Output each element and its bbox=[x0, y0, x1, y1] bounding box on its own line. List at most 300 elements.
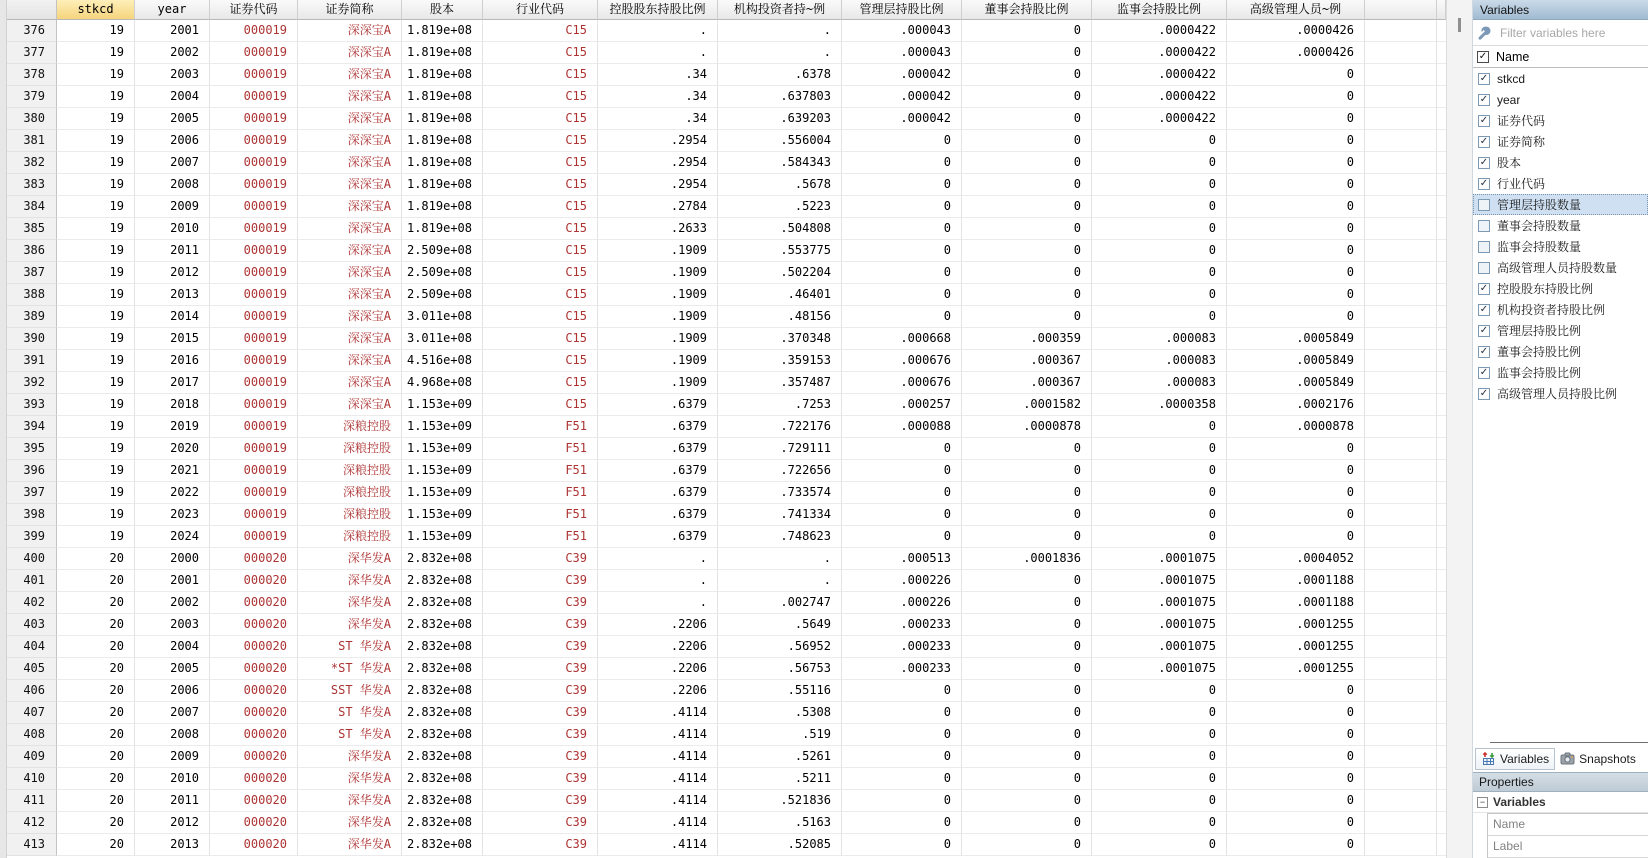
cell[interactable]: 0 bbox=[842, 218, 962, 240]
cell[interactable]: .0001836 bbox=[962, 548, 1092, 570]
cell[interactable]: 0 bbox=[842, 482, 962, 504]
cell[interactable]: 0 bbox=[962, 614, 1092, 636]
cell[interactable]: 0 bbox=[962, 812, 1092, 834]
row-number[interactable]: 384 bbox=[7, 196, 57, 218]
cell[interactable]: 0 bbox=[1227, 702, 1365, 724]
cell[interactable]: 000020 bbox=[210, 592, 298, 614]
cell[interactable]: 000019 bbox=[210, 504, 298, 526]
cell-empty[interactable] bbox=[1437, 482, 1446, 504]
cell[interactable]: 20 bbox=[57, 790, 135, 812]
cell[interactable]: 深深宝A bbox=[298, 130, 402, 152]
variable-item-10[interactable] bbox=[1473, 278, 1648, 299]
cell-empty[interactable] bbox=[1365, 416, 1437, 438]
cell-empty[interactable] bbox=[1437, 64, 1446, 86]
cell[interactable]: 深深宝A bbox=[298, 350, 402, 372]
cell[interactable]: 2012 bbox=[135, 262, 210, 284]
variable-checkbox[interactable]: ✓ bbox=[1479, 303, 1489, 315]
cell[interactable]: 0 bbox=[962, 306, 1092, 328]
filter-variables-input[interactable] bbox=[1498, 25, 1636, 41]
cell[interactable]: 0 bbox=[1227, 526, 1365, 548]
row-number[interactable]: 387 bbox=[7, 262, 57, 284]
cell[interactable]: 19 bbox=[57, 86, 135, 108]
cell[interactable]: 深华发A bbox=[298, 834, 402, 856]
cell[interactable]: C15 bbox=[483, 394, 598, 416]
cell[interactable]: .5649 bbox=[718, 614, 842, 636]
row-number[interactable]: 395 bbox=[7, 438, 57, 460]
cell[interactable]: 0 bbox=[962, 768, 1092, 790]
row-number[interactable]: 390 bbox=[7, 328, 57, 350]
column-header-8[interactable]: 管理层持股比例 bbox=[842, 0, 962, 20]
cell-empty[interactable] bbox=[1437, 636, 1446, 658]
cell-empty[interactable] bbox=[1365, 548, 1437, 570]
cell[interactable]: 0 bbox=[1092, 790, 1227, 812]
cell[interactable]: 0 bbox=[1227, 284, 1365, 306]
cell[interactable]: 深深宝A bbox=[298, 64, 402, 86]
cell-empty[interactable] bbox=[1437, 812, 1446, 834]
cell[interactable]: .6379 bbox=[598, 460, 718, 482]
cell[interactable]: 20 bbox=[57, 548, 135, 570]
cell[interactable]: 0 bbox=[1227, 834, 1365, 856]
cell-empty[interactable] bbox=[1365, 790, 1437, 812]
cell-empty[interactable] bbox=[1437, 350, 1446, 372]
cell[interactable]: 0 bbox=[842, 790, 962, 812]
row-number[interactable]: 398 bbox=[7, 504, 57, 526]
variable-checkbox[interactable]: ✓ bbox=[1479, 93, 1489, 105]
cell[interactable]: .000042 bbox=[842, 64, 962, 86]
cell[interactable]: 000019 bbox=[210, 130, 298, 152]
row-number[interactable]: 399 bbox=[7, 526, 57, 548]
cell[interactable]: 2.832e+08 bbox=[402, 548, 483, 570]
cell-empty[interactable] bbox=[1365, 328, 1437, 350]
variable-item-0[interactable] bbox=[1473, 68, 1648, 89]
cell[interactable]: . bbox=[718, 570, 842, 592]
variable-checkbox[interactable]: ✓ bbox=[1479, 387, 1489, 399]
cell[interactable]: *ST 华发A bbox=[298, 658, 402, 680]
cell[interactable]: 1.819e+08 bbox=[402, 174, 483, 196]
cell[interactable]: .722656 bbox=[718, 460, 842, 482]
cell-empty[interactable] bbox=[1365, 614, 1437, 636]
cell[interactable]: .0001075 bbox=[1092, 636, 1227, 658]
cell[interactable]: .722176 bbox=[718, 416, 842, 438]
cell[interactable]: 0 bbox=[1227, 746, 1365, 768]
cell-empty[interactable] bbox=[1365, 262, 1437, 284]
cell[interactable]: 1.819e+08 bbox=[402, 130, 483, 152]
cell[interactable]: 000019 bbox=[210, 108, 298, 130]
cell[interactable]: 2.832e+08 bbox=[402, 570, 483, 592]
cell[interactable]: 0 bbox=[1092, 460, 1227, 482]
cell[interactable]: C39 bbox=[483, 790, 598, 812]
cell[interactable]: 0 bbox=[842, 196, 962, 218]
cell[interactable]: 0 bbox=[1092, 746, 1227, 768]
cell[interactable]: .34 bbox=[598, 64, 718, 86]
cell-empty[interactable] bbox=[1365, 306, 1437, 328]
cell[interactable]: 0 bbox=[1227, 130, 1365, 152]
cell[interactable]: 0 bbox=[962, 284, 1092, 306]
cell[interactable]: 0 bbox=[1092, 240, 1227, 262]
cell-empty[interactable] bbox=[1437, 504, 1446, 526]
cell[interactable]: C15 bbox=[483, 240, 598, 262]
cell[interactable]: 2016 bbox=[135, 350, 210, 372]
cell[interactable]: 19 bbox=[57, 130, 135, 152]
cell[interactable]: 0 bbox=[842, 768, 962, 790]
cell[interactable]: 0 bbox=[962, 108, 1092, 130]
variable-checkbox[interactable]: ✓ bbox=[1479, 114, 1489, 126]
cell[interactable]: .0000422 bbox=[1092, 86, 1227, 108]
cell[interactable]: 0 bbox=[1092, 834, 1227, 856]
cell[interactable]: 19 bbox=[57, 438, 135, 460]
cell[interactable]: 深深宝A bbox=[298, 42, 402, 64]
row-number[interactable]: 401 bbox=[7, 570, 57, 592]
cell[interactable]: 0 bbox=[1227, 306, 1365, 328]
cell[interactable]: C15 bbox=[483, 328, 598, 350]
cell[interactable]: 000020 bbox=[210, 702, 298, 724]
cell[interactable]: 20 bbox=[57, 812, 135, 834]
cell-empty[interactable] bbox=[1365, 130, 1437, 152]
row-number[interactable]: 380 bbox=[7, 108, 57, 130]
cell[interactable]: .1909 bbox=[598, 372, 718, 394]
variable-item-8[interactable] bbox=[1473, 236, 1648, 257]
cell[interactable]: 0 bbox=[1092, 768, 1227, 790]
cell[interactable]: 2013 bbox=[135, 284, 210, 306]
cell[interactable]: .000043 bbox=[842, 42, 962, 64]
cell[interactable]: 4.968e+08 bbox=[402, 372, 483, 394]
cell-empty[interactable] bbox=[1365, 724, 1437, 746]
cell[interactable]: 0 bbox=[1227, 64, 1365, 86]
cell[interactable]: 2009 bbox=[135, 746, 210, 768]
cell[interactable]: 20 bbox=[57, 614, 135, 636]
cell[interactable]: .000257 bbox=[842, 394, 962, 416]
cell[interactable]: 20 bbox=[57, 834, 135, 856]
cell[interactable]: 0 bbox=[1092, 262, 1227, 284]
tab-variables[interactable] bbox=[1475, 748, 1555, 770]
cell[interactable]: 19 bbox=[57, 20, 135, 42]
cell[interactable]: 0 bbox=[842, 152, 962, 174]
cell-empty[interactable] bbox=[1365, 460, 1437, 482]
cell[interactable]: 深深宝A bbox=[298, 196, 402, 218]
cell[interactable]: C15 bbox=[483, 86, 598, 108]
cell[interactable]: ST 华发A bbox=[298, 702, 402, 724]
variable-item-5[interactable] bbox=[1473, 173, 1648, 194]
cell[interactable]: ST 华发A bbox=[298, 636, 402, 658]
cell[interactable]: 2008 bbox=[135, 724, 210, 746]
cell-empty[interactable] bbox=[1365, 768, 1437, 790]
cell[interactable]: 0 bbox=[842, 834, 962, 856]
cell[interactable]: 2003 bbox=[135, 64, 210, 86]
cell[interactable]: 0 bbox=[842, 746, 962, 768]
cell[interactable]: 2014 bbox=[135, 306, 210, 328]
cell[interactable]: .2633 bbox=[598, 218, 718, 240]
cell[interactable]: .000367 bbox=[962, 350, 1092, 372]
cell[interactable]: .0001188 bbox=[1227, 570, 1365, 592]
cell[interactable]: 2023 bbox=[135, 504, 210, 526]
cell[interactable]: 2008 bbox=[135, 174, 210, 196]
cell[interactable]: 0 bbox=[1092, 812, 1227, 834]
cell[interactable]: 2.832e+08 bbox=[402, 768, 483, 790]
cell[interactable]: 2012 bbox=[135, 812, 210, 834]
cell-empty[interactable] bbox=[1365, 108, 1437, 130]
cell[interactable]: 0 bbox=[842, 262, 962, 284]
cell[interactable]: 0 bbox=[962, 196, 1092, 218]
cell[interactable]: .0001255 bbox=[1227, 614, 1365, 636]
cell[interactable]: .584343 bbox=[718, 152, 842, 174]
cell[interactable]: 000019 bbox=[210, 42, 298, 64]
cell[interactable]: .6379 bbox=[598, 504, 718, 526]
cell[interactable]: 0 bbox=[962, 592, 1092, 614]
cell-empty[interactable] bbox=[1437, 130, 1446, 152]
cell[interactable]: C39 bbox=[483, 570, 598, 592]
cell[interactable]: 0 bbox=[1092, 702, 1227, 724]
cell[interactable]: 1.153e+09 bbox=[402, 482, 483, 504]
cell[interactable]: .000226 bbox=[842, 592, 962, 614]
cell[interactable]: 4.516e+08 bbox=[402, 350, 483, 372]
cell[interactable]: .1909 bbox=[598, 350, 718, 372]
cell-empty[interactable] bbox=[1365, 482, 1437, 504]
cell-empty[interactable] bbox=[1437, 592, 1446, 614]
row-number[interactable]: 410 bbox=[7, 768, 57, 790]
cell[interactable]: .5163 bbox=[718, 812, 842, 834]
cell[interactable]: .0004052 bbox=[1227, 548, 1365, 570]
cell[interactable]: 3.011e+08 bbox=[402, 306, 483, 328]
cell[interactable]: .6379 bbox=[598, 416, 718, 438]
cell[interactable]: SST 华发A bbox=[298, 680, 402, 702]
variable-checkbox[interactable]: ✓ bbox=[1479, 135, 1489, 147]
cell[interactable]: 000020 bbox=[210, 790, 298, 812]
cell[interactable]: 0 bbox=[1092, 174, 1227, 196]
cell[interactable]: 0 bbox=[962, 746, 1092, 768]
cell[interactable]: 深深宝A bbox=[298, 328, 402, 350]
cell-empty[interactable] bbox=[1437, 438, 1446, 460]
cell[interactable]: . bbox=[718, 42, 842, 64]
variable-checkbox[interactable] bbox=[1478, 199, 1490, 211]
cell[interactable]: .4114 bbox=[598, 702, 718, 724]
cell[interactable]: .000367 bbox=[962, 372, 1092, 394]
row-number[interactable]: 389 bbox=[7, 306, 57, 328]
cell[interactable]: 2011 bbox=[135, 790, 210, 812]
cell-empty[interactable] bbox=[1437, 328, 1446, 350]
cell[interactable]: .359153 bbox=[718, 350, 842, 372]
cell[interactable]: .1909 bbox=[598, 328, 718, 350]
cell[interactable]: .2784 bbox=[598, 196, 718, 218]
cell[interactable]: 深深宝A bbox=[298, 218, 402, 240]
variable-checkbox[interactable]: ✓ bbox=[1479, 324, 1489, 336]
cell[interactable]: 深粮控股 bbox=[298, 482, 402, 504]
row-number[interactable]: 400 bbox=[7, 548, 57, 570]
cell[interactable]: 000019 bbox=[210, 20, 298, 42]
cell[interactable]: 0 bbox=[962, 790, 1092, 812]
cell[interactable]: C15 bbox=[483, 218, 598, 240]
cell[interactable]: 2006 bbox=[135, 130, 210, 152]
cell[interactable]: 19 bbox=[57, 526, 135, 548]
cell[interactable]: .0001255 bbox=[1227, 636, 1365, 658]
cell[interactable]: .34 bbox=[598, 86, 718, 108]
cell[interactable]: .52085 bbox=[718, 834, 842, 856]
cell[interactable]: 000019 bbox=[210, 460, 298, 482]
cell[interactable]: 2022 bbox=[135, 482, 210, 504]
cell[interactable]: 000020 bbox=[210, 746, 298, 768]
cell-empty[interactable] bbox=[1365, 504, 1437, 526]
cell[interactable]: C39 bbox=[483, 812, 598, 834]
cell[interactable]: C39 bbox=[483, 548, 598, 570]
cell-empty[interactable] bbox=[1365, 636, 1437, 658]
variable-checkbox[interactable]: ✓ bbox=[1479, 177, 1489, 189]
cell[interactable]: 2.832e+08 bbox=[402, 614, 483, 636]
cell[interactable]: 2.832e+08 bbox=[402, 702, 483, 724]
cell[interactable]: .000083 bbox=[1092, 372, 1227, 394]
cell[interactable]: C39 bbox=[483, 658, 598, 680]
row-number[interactable]: 381 bbox=[7, 130, 57, 152]
cell[interactable]: 2021 bbox=[135, 460, 210, 482]
cell[interactable]: .1909 bbox=[598, 306, 718, 328]
cell[interactable]: 0 bbox=[962, 86, 1092, 108]
column-header-10[interactable]: 监事会持股比例 bbox=[1092, 0, 1227, 20]
cell[interactable]: 2004 bbox=[135, 86, 210, 108]
variable-item-14[interactable] bbox=[1473, 362, 1648, 383]
variable-item-12[interactable] bbox=[1473, 320, 1648, 341]
cell-empty[interactable] bbox=[1365, 438, 1437, 460]
cell[interactable]: . bbox=[598, 548, 718, 570]
cell[interactable]: 2000 bbox=[135, 548, 210, 570]
cell[interactable]: .0000878 bbox=[1227, 416, 1365, 438]
cell[interactable]: 1.153e+09 bbox=[402, 416, 483, 438]
cell-empty[interactable] bbox=[1437, 680, 1446, 702]
cell[interactable]: 2.832e+08 bbox=[402, 812, 483, 834]
column-header-11[interactable]: 高级管理人员~例 bbox=[1227, 0, 1365, 20]
cell-empty[interactable] bbox=[1365, 834, 1437, 856]
row-number[interactable]: 394 bbox=[7, 416, 57, 438]
cell[interactable]: .5308 bbox=[718, 702, 842, 724]
cell[interactable]: 深华发A bbox=[298, 812, 402, 834]
variable-item-3[interactable] bbox=[1473, 131, 1648, 152]
cell[interactable]: 0 bbox=[842, 504, 962, 526]
cell[interactable]: C15 bbox=[483, 284, 598, 306]
cell[interactable]: .002747 bbox=[718, 592, 842, 614]
cell[interactable]: 深华发A bbox=[298, 548, 402, 570]
cell[interactable]: 深深宝A bbox=[298, 284, 402, 306]
cell[interactable]: . bbox=[598, 20, 718, 42]
cell[interactable]: 0 bbox=[1092, 504, 1227, 526]
cell[interactable]: 深华发A bbox=[298, 570, 402, 592]
cell[interactable]: 0 bbox=[962, 174, 1092, 196]
column-header-6[interactable]: 控股股东持股比例 bbox=[598, 0, 718, 20]
cell[interactable]: 20 bbox=[57, 724, 135, 746]
cell[interactable]: 0 bbox=[962, 680, 1092, 702]
cell[interactable]: C15 bbox=[483, 306, 598, 328]
cell[interactable]: 0 bbox=[1092, 152, 1227, 174]
cell[interactable]: 2.509e+08 bbox=[402, 262, 483, 284]
row-number[interactable]: 408 bbox=[7, 724, 57, 746]
cell[interactable]: 2020 bbox=[135, 438, 210, 460]
column-header-3[interactable]: 证券简称 bbox=[298, 0, 402, 20]
column-header-5[interactable]: 行业代码 bbox=[483, 0, 598, 20]
cell[interactable]: 深华发A bbox=[298, 746, 402, 768]
cell[interactable]: F51 bbox=[483, 482, 598, 504]
variable-item-4[interactable] bbox=[1473, 152, 1648, 173]
cell[interactable]: 000019 bbox=[210, 372, 298, 394]
cell[interactable]: 0 bbox=[1092, 680, 1227, 702]
cell[interactable]: 19 bbox=[57, 240, 135, 262]
cell[interactable]: .2206 bbox=[598, 636, 718, 658]
cell[interactable]: 0 bbox=[962, 218, 1092, 240]
cell[interactable]: C15 bbox=[483, 262, 598, 284]
cell[interactable]: 1.153e+09 bbox=[402, 526, 483, 548]
cell[interactable]: .5261 bbox=[718, 746, 842, 768]
cell[interactable]: 000019 bbox=[210, 152, 298, 174]
cell[interactable]: 2.509e+08 bbox=[402, 284, 483, 306]
cell[interactable]: 0 bbox=[962, 834, 1092, 856]
cell-empty[interactable] bbox=[1437, 702, 1446, 724]
cell[interactable]: 2011 bbox=[135, 240, 210, 262]
cell-empty[interactable] bbox=[1437, 152, 1446, 174]
cell[interactable]: .0001188 bbox=[1227, 592, 1365, 614]
cell[interactable]: .553775 bbox=[718, 240, 842, 262]
cell[interactable]: 19 bbox=[57, 504, 135, 526]
cell[interactable]: 深深宝A bbox=[298, 394, 402, 416]
cell[interactable]: 0 bbox=[1227, 724, 1365, 746]
cell[interactable]: . bbox=[718, 548, 842, 570]
scrollbar-thumb[interactable] bbox=[1458, 18, 1461, 32]
cell[interactable]: 000020 bbox=[210, 834, 298, 856]
cell[interactable]: .4114 bbox=[598, 724, 718, 746]
variable-checkbox[interactable] bbox=[1478, 262, 1490, 274]
cell[interactable]: .000233 bbox=[842, 614, 962, 636]
cell-empty[interactable] bbox=[1437, 196, 1446, 218]
cell[interactable]: 深粮控股 bbox=[298, 460, 402, 482]
cell[interactable]: .0001075 bbox=[1092, 614, 1227, 636]
cell[interactable]: 19 bbox=[57, 306, 135, 328]
cell[interactable]: .0000878 bbox=[962, 416, 1092, 438]
cell[interactable]: 000020 bbox=[210, 570, 298, 592]
cell[interactable]: 2.832e+08 bbox=[402, 592, 483, 614]
cell[interactable]: .357487 bbox=[718, 372, 842, 394]
cell[interactable]: 0 bbox=[1092, 724, 1227, 746]
cell[interactable]: C15 bbox=[483, 152, 598, 174]
cell[interactable]: 19 bbox=[57, 460, 135, 482]
cell[interactable]: .4114 bbox=[598, 834, 718, 856]
cell-empty[interactable] bbox=[1365, 658, 1437, 680]
cell[interactable]: .6379 bbox=[598, 394, 718, 416]
cell[interactable]: .2954 bbox=[598, 130, 718, 152]
cell[interactable]: 2005 bbox=[135, 658, 210, 680]
cell[interactable]: C39 bbox=[483, 614, 598, 636]
cell[interactable]: .000359 bbox=[962, 328, 1092, 350]
cell[interactable]: 深深宝A bbox=[298, 306, 402, 328]
cell[interactable]: 1.819e+08 bbox=[402, 20, 483, 42]
cell[interactable]: 1.153e+09 bbox=[402, 438, 483, 460]
cell[interactable]: 1.153e+09 bbox=[402, 460, 483, 482]
cell-empty[interactable] bbox=[1437, 306, 1446, 328]
cell[interactable]: .000083 bbox=[1092, 328, 1227, 350]
cell-empty[interactable] bbox=[1365, 284, 1437, 306]
cell[interactable]: .000088 bbox=[842, 416, 962, 438]
cell-empty[interactable] bbox=[1437, 284, 1446, 306]
cell-empty[interactable] bbox=[1437, 262, 1446, 284]
cell[interactable]: .519 bbox=[718, 724, 842, 746]
cell[interactable]: .0000426 bbox=[1227, 20, 1365, 42]
cell[interactable]: 2024 bbox=[135, 526, 210, 548]
cell[interactable]: 2003 bbox=[135, 614, 210, 636]
cell[interactable]: 000019 bbox=[210, 350, 298, 372]
cell-empty[interactable] bbox=[1365, 218, 1437, 240]
row-number[interactable]: 377 bbox=[7, 42, 57, 64]
cell[interactable]: 0 bbox=[962, 658, 1092, 680]
cell[interactable]: 000019 bbox=[210, 394, 298, 416]
cell[interactable]: 2010 bbox=[135, 218, 210, 240]
cell[interactable]: . bbox=[718, 20, 842, 42]
cell[interactable]: 1.819e+08 bbox=[402, 86, 483, 108]
row-number[interactable]: 385 bbox=[7, 218, 57, 240]
cell[interactable]: 20 bbox=[57, 746, 135, 768]
cell[interactable]: 0 bbox=[1092, 196, 1227, 218]
